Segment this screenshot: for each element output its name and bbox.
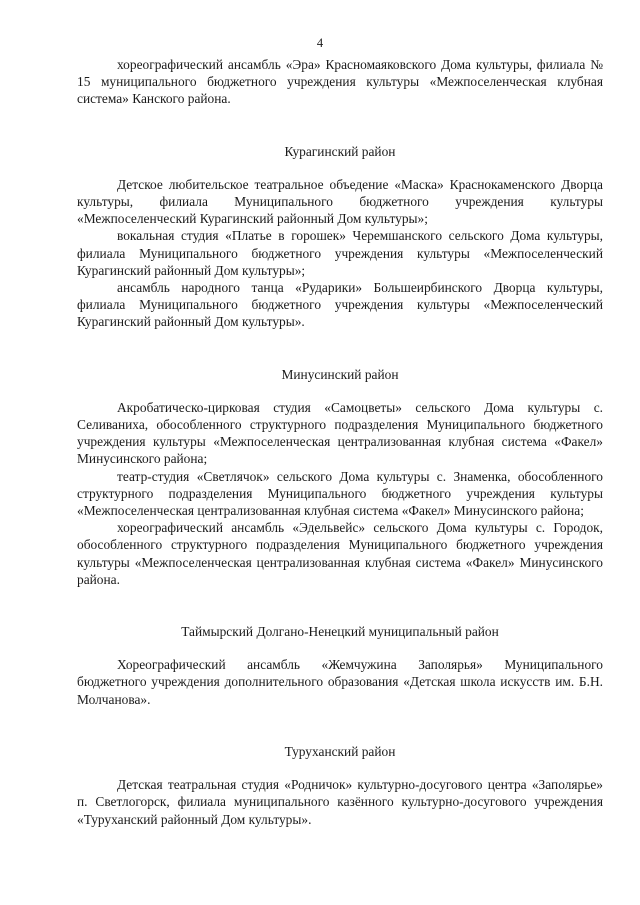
section-minusinsky bbox=[77, 366, 603, 588]
paragraph: Акробатическо-цирковая студия «Самоцветы» сельского Дома культуры с. Селиваниха, обособленного структурного подразделения Муниципального бюджетного учреждения культуры «Межпоселенческая централизованная клубная система «Факел» Минусинского района; bbox=[77, 399, 603, 467]
intro-paragraph: хореографический ансамбль «Эра» Красномаяковского Дома культуры, филиала № 15 муниципального бюджетного учреждения культуры «Межпоселенческая клубная система» Канского района. bbox=[77, 57, 603, 107]
paragraph: хореографический ансамбль «Эдельвейс» сельского Дома культуры с. Городок, обособленного структурного подразделения Муниципального бюджетного учреждения культуры «Межпоселенческая централизованная клубная система «Факел» Минусинского района. bbox=[77, 520, 603, 587]
section-title: Курагинский район bbox=[284, 143, 396, 159]
paragraph: Детское любительское театральное объедение «Маска» Краснокаменского Дворца культуры, филиала Муниципального бюджетного учреждения культуры «Межпоселенческий Курагинский районный Дом культуры»; bbox=[77, 176, 603, 227]
section-title: Туруханский район bbox=[284, 743, 396, 759]
paragraph: ансамбль народного танца «Рударики» Большеирбинского Дворца культуры, филиала Муниципального бюджетного учреждения культуры «Межпоселенческий Курагинский районный Дом культуры». bbox=[77, 280, 603, 330]
section-turukhansky bbox=[77, 743, 603, 828]
section-title: Минусинский район bbox=[281, 366, 399, 382]
paragraph: театр-студия «Светлячок» сельского Дома культуры с. Знаменка, обособленного структурного подразделения Муниципального бюджетного учреждения культуры «Межпоселенческая централизованная клубная система «Факел» Минусинского района; bbox=[77, 468, 603, 519]
document-body bbox=[77, 56, 603, 828]
section-taimyr bbox=[77, 623, 603, 708]
section-title: Таймырский Долгано-Ненецкий муниципальный район bbox=[181, 624, 499, 640]
paragraph: вокальная студия «Платье в горошек» Черемшанского сельского Дома культуры, филиала Муниципального бюджетного учреждения культуры «Межпоселенческий Курагинский районный Дом культуры»; bbox=[77, 228, 603, 278]
page-number: 4 bbox=[316, 36, 324, 50]
paragraph: Детская театральная студия «Родничок» культурно-досугового центра «Заполярье» п. Светлогорск, филиала муниципального казённого культурно-досугового учреждения «Туруханский районный Дом культуры». bbox=[77, 777, 603, 827]
section-kuraginsky bbox=[77, 143, 603, 331]
paragraph: Хореографический ансамбль «Жемчужина Заполярья» Муниципального бюджетного учреждения дополнительного образования «Детская школа искусств им. Б.Н. Молчанова». bbox=[77, 657, 603, 707]
